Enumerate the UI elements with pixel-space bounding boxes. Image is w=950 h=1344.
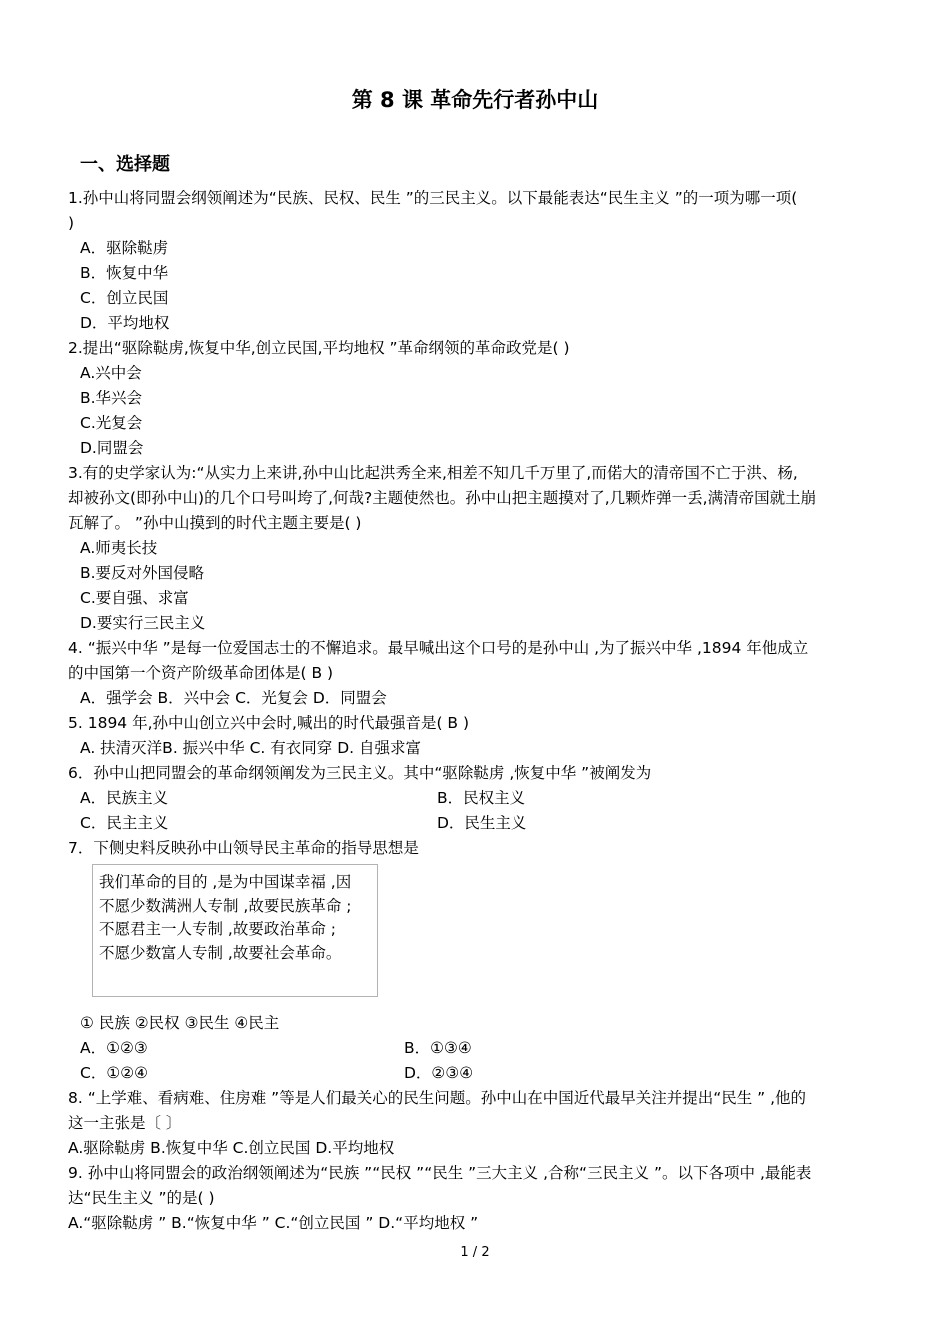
q6-stem: 6．孙中山把同盟会的革命纲领阐发为三民主义。其中“驱除鞑虏 ,恢复中华 ”被阐发为	[68, 764, 652, 782]
q1-option-a: A．驱除鞑虏	[80, 239, 169, 257]
q3-option-c: C.要自强、求富	[80, 589, 189, 607]
q3-option-d: D.要实行三民主义	[80, 614, 206, 632]
q6-option-d: D．民生主义	[437, 814, 527, 832]
section-heading: 一、选择题	[80, 154, 170, 175]
q8-options: A.驱除鞑虏 B.恢复中华 C.创立民国 D.平均地权	[68, 1139, 395, 1157]
q4-stem: 4. “振兴中华 ”是每一位爱国志士的不懈追求。最早喊出这个口号的是孙中山 ,为了振兴中华 ,1894 年他成立	[68, 639, 809, 657]
q4-options: A．强学会 B．兴中会 C．光复会 D．同盟会	[80, 689, 387, 707]
q9-stem: 9. 孙中山将同盟会的政治纲领阐述为“民族 ”“民权 ”“民生 ”三大主义 ,合称“三民主义 ”。以下各项中 ,最能表	[68, 1164, 812, 1182]
q7-items: ① 民族 ②民权 ③民生 ④民主	[80, 1014, 280, 1032]
q3-option-a: A.师夷长技	[80, 539, 158, 557]
q6-option-c: C．民主主义	[80, 814, 169, 832]
q4-stem-cont: 的中国第一个资产阶级革命团体是( B )	[68, 664, 334, 682]
q7-stem: 7．下侧史料反映孙中山领导民主革命的指导思想是	[68, 839, 419, 857]
page-title: 第 8 课 革命先行者孙中山	[351, 88, 599, 112]
q2-option-b: B.华兴会	[80, 389, 143, 407]
q7-option-d: D．②③④	[404, 1064, 474, 1082]
q5-stem: 5. 1894 年,孙中山创立兴中会时,喊出的时代最强音是( B )	[68, 714, 470, 732]
q8-stem: 8. “上学难、看病难、住房难 ”等是人们最关心的民生问题。孙中山在中国近代最早关注并提出“民生 ” ,他的	[68, 1089, 807, 1107]
q5-options: A. 扶清灭洋B. 振兴中华 C. 有衣同穿 D. 自强求富	[80, 739, 421, 757]
q2-option-c: C.光复会	[80, 414, 143, 432]
q2-stem: 2.提出“驱除鞑虏,恢复中华,创立民国,平均地权 ”革命纲领的革命政党是( )	[68, 339, 570, 357]
q1-stem: 1.孙中山将同盟会纲领阐述为“民族、民权、民生 ”的三民主义。以下最能表达“民生主义 ”的一项为哪一项(	[68, 189, 798, 207]
q2-option-d: D.同盟会	[80, 439, 144, 457]
page-number: 1 / 2	[460, 1245, 490, 1260]
q9-stem-cont: 达“民生主义 ”的是( )	[68, 1189, 215, 1207]
q1-option-d: D．平均地权	[80, 314, 170, 332]
q7-quote-line-2: 不愿少数满洲人专制 ,故要民族革命 ;	[99, 896, 352, 915]
q1-option-b: B．恢复中华	[80, 264, 169, 282]
q7-option-a: A．①②③	[80, 1039, 148, 1057]
q3-stem-cont-1: 却被孙文(即孙中山)的几个口号叫垮了,何哉?主题使然也。孙中山把主题摸对了,几颗炸弹一丢,满清帝国就土崩	[68, 489, 817, 507]
q6-option-b: B．民权主义	[437, 789, 526, 807]
q7-quote-line-3: 不愿君主一人专制 ,故要政治革命 ;	[99, 920, 337, 938]
q3-stem: 3.有的史学家认为:“从实力上来讲,孙中山比起洪秀全来,相差不知几千万里了,而偌大的清帝国不亡于洪、杨,	[68, 464, 798, 482]
q1-stem-cont: )	[68, 214, 75, 232]
q7-option-c: C．①②④	[80, 1064, 149, 1082]
q2-option-a: A.兴中会	[80, 364, 142, 382]
q7-quote-line-1: 我们革命的目的 ,是为中国谋幸福 ,因	[99, 873, 352, 891]
q1-option-c: C．创立民国	[80, 289, 169, 307]
q6-option-a: A．民族主义	[80, 789, 169, 807]
q9-options: A.“驱除鞑虏 ” B.“恢复中华 ” C.“创立民国 ” D.“平均地权 ”	[68, 1214, 479, 1232]
q8-stem-cont: 这一主张是〔 〕	[68, 1114, 182, 1132]
q3-stem-cont-2: 瓦解了。 ”孙中山摸到的时代主题主要是( )	[68, 514, 362, 532]
q7-quote-line-4: 不愿少数富人专制 ,故要社会革命。	[99, 943, 342, 962]
q7-quote-box	[92, 864, 378, 997]
q7-option-b: B．①③④	[404, 1039, 472, 1057]
q3-option-b: B.要反对外国侵略	[80, 564, 205, 582]
